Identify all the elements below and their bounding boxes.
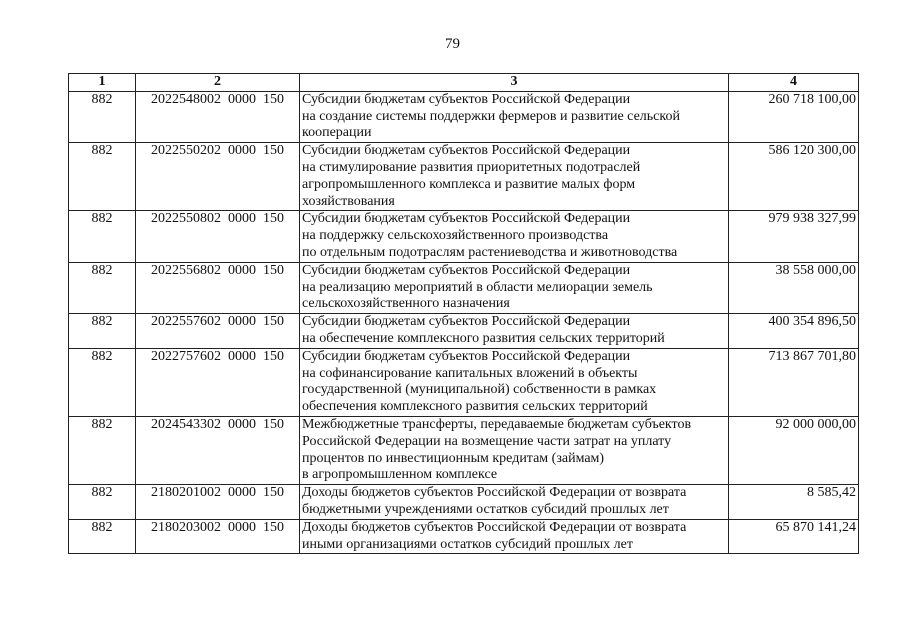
- budget-table: [68, 73, 859, 554]
- table-header: [69, 74, 859, 92]
- header-col-3: 3: [300, 74, 729, 92]
- income-name-line: на поддержку сельскохозяйственного производства: [302, 228, 609, 244]
- income-name-line: на стимулирование развития приоритетных подотраслей: [302, 159, 641, 175]
- income-name-cell: [300, 416, 729, 484]
- table-row: [69, 519, 859, 554]
- income-name-line: на реализацию мероприятий в области мелиорации земель: [302, 279, 653, 295]
- income-name-line: агропромышленного комплекса и развитие малых форм: [302, 176, 636, 192]
- income-name-line: процентов по инвестиционным кредитам (займам): [302, 450, 605, 466]
- budget-code-cell: 2180203002 0000 150: [136, 519, 300, 554]
- budget-code-cell: 2022556802 0000 150: [136, 262, 300, 313]
- budget-code-cell: 2022550802 0000 150: [136, 211, 300, 262]
- amount-cell: 260 718 100,00: [729, 91, 859, 142]
- income-name-line: Межбюджетные трансферты, передаваемые бюджетам субъектов: [302, 416, 692, 432]
- income-name-line: Российской Федерации на возмещение части затрат на уплату: [302, 433, 672, 449]
- income-name-line: бюджетными учреждениями остатков субсидий прошлых лет: [302, 501, 669, 517]
- budget-code-cell: 2024543302 0000 150: [136, 416, 300, 484]
- income-name-cell: [300, 519, 729, 554]
- income-name-line: Субсидии бюджетам субъектов Российской Федерации: [302, 91, 631, 107]
- income-name-line: Субсидии бюджетам субъектов Российской Федерации: [302, 143, 631, 159]
- income-name-line: Субсидии бюджетам субъектов Российской Федерации: [302, 348, 631, 364]
- income-name-line: на софинансирование капитальных вложений в объекты: [302, 365, 638, 381]
- income-name-line: по отдельным подотраслям растениеводства и животноводства: [302, 244, 678, 260]
- income-name-line: государственной (муниципальной) собственности в рамках: [302, 382, 657, 398]
- income-name-line: обеспечения комплексного развития сельских территорий: [302, 399, 648, 415]
- table-row: [69, 143, 859, 211]
- table-row: [69, 416, 859, 484]
- admin-code-cell: 882: [69, 262, 136, 313]
- table-row: [69, 348, 859, 416]
- header-col-1: 1: [69, 74, 136, 92]
- amount-cell: 8 585,42: [729, 485, 859, 520]
- income-name-line: иными организациями остатков субсидий прошлых лет: [302, 536, 633, 552]
- budget-code-cell: 2022757602 0000 150: [136, 348, 300, 416]
- table-row: [69, 262, 859, 313]
- income-name-line: кооперации: [302, 125, 372, 141]
- table-body: [69, 91, 859, 554]
- amount-cell: 586 120 300,00: [729, 143, 859, 211]
- admin-code-cell: 882: [69, 416, 136, 484]
- income-name-line: на обеспечение комплексного развития сельских территорий: [302, 330, 665, 346]
- budget-code-cell: 2022548002 0000 150: [136, 91, 300, 142]
- income-name-cell: [300, 348, 729, 416]
- table-row: [69, 485, 859, 520]
- admin-code-cell: 882: [69, 211, 136, 262]
- admin-code-cell: 882: [69, 348, 136, 416]
- income-name-line: сельскохозяйственного назначения: [302, 296, 510, 312]
- admin-code-cell: 882: [69, 143, 136, 211]
- budget-code-cell: 2180201002 0000 150: [136, 485, 300, 520]
- amount-cell: 38 558 000,00: [729, 262, 859, 313]
- income-name-line: Доходы бюджетов субъектов Российской Федерации от возврата: [302, 485, 687, 501]
- budget-code-cell: 2022550202 0000 150: [136, 143, 300, 211]
- page-number: 79: [445, 36, 460, 52]
- table-row: [69, 211, 859, 262]
- income-name-line: Субсидии бюджетам субъектов Российской Федерации: [302, 262, 631, 278]
- income-name-cell: [300, 314, 729, 349]
- admin-code-cell: 882: [69, 485, 136, 520]
- income-name-cell: [300, 211, 729, 262]
- income-name-cell: [300, 91, 729, 142]
- admin-code-cell: 882: [69, 519, 136, 554]
- table-row: [69, 91, 859, 142]
- income-name-cell: [300, 485, 729, 520]
- income-name-cell: [300, 143, 729, 211]
- income-name-line: Доходы бюджетов субъектов Российской Федерации от возврата: [302, 519, 687, 535]
- budget-code-cell: 2022557602 0000 150: [136, 314, 300, 349]
- amount-cell: 979 938 327,99: [729, 211, 859, 262]
- table-row: [69, 314, 859, 349]
- header-row: [69, 74, 859, 92]
- header-col-4: 4: [729, 74, 859, 92]
- amount-cell: 400 354 896,50: [729, 314, 859, 349]
- income-name-line: хозяйствования: [302, 193, 395, 209]
- amount-cell: 713 867 701,80: [729, 348, 859, 416]
- income-name-line: на создание системы поддержки фермеров и развитие сельской: [302, 108, 680, 124]
- header-col-2: 2: [136, 74, 300, 92]
- admin-code-cell: 882: [69, 91, 136, 142]
- admin-code-cell: 882: [69, 314, 136, 349]
- income-name-line: Субсидии бюджетам субъектов Российской Федерации: [302, 211, 631, 227]
- income-name-cell: [300, 262, 729, 313]
- amount-cell: 92 000 000,00: [729, 416, 859, 484]
- income-name-line: Субсидии бюджетам субъектов Российской Федерации: [302, 314, 631, 330]
- income-name-line: в агропромышленном комплексе: [302, 467, 498, 483]
- amount-cell: 65 870 141,24: [729, 519, 859, 554]
